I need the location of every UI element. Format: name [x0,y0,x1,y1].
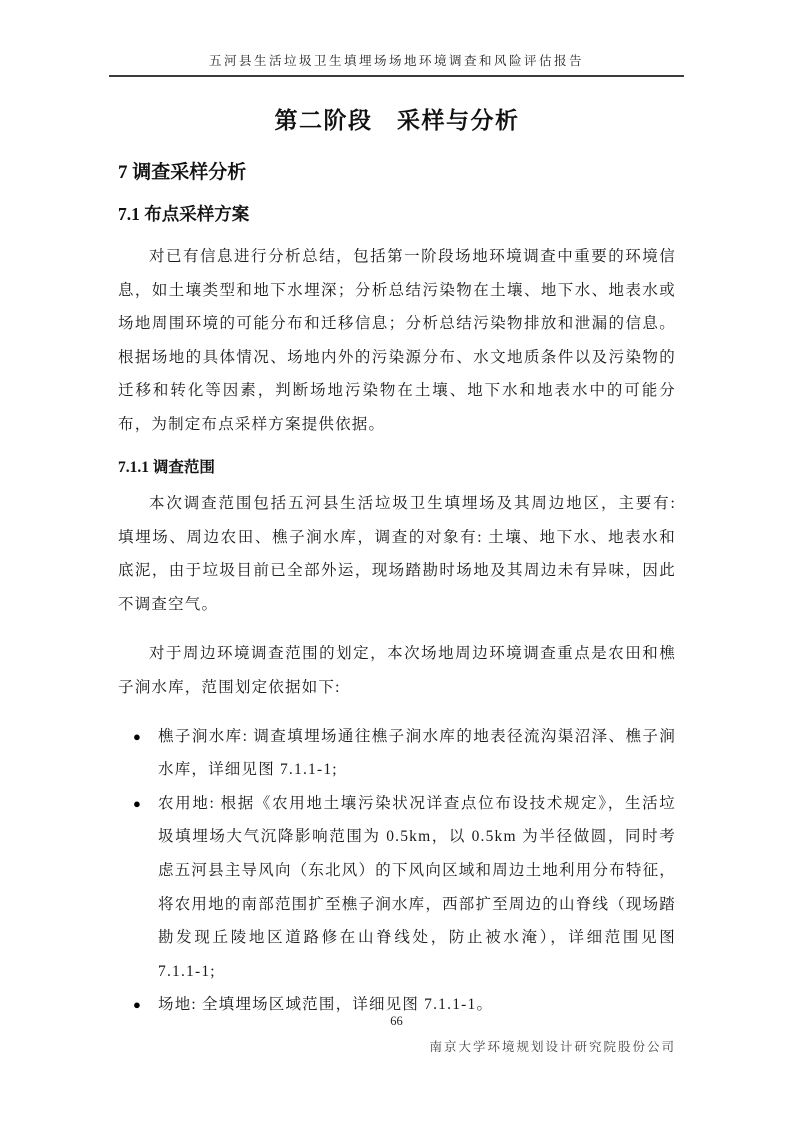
document-body [118,104,676,1022]
page-header [109,52,684,77]
bullet-text-reservoir: 樵子涧水库: 调查填埋场通往樵子涧水库的地表径流沟渠沼泽、樵子涧水库，详细见图 7.1.1-1; [158,727,676,779]
paragraph-analysis-summary: 对已有信息进行分析总结，包括第一阶段场地环境调查中重要的环境信息，如土壤类型和地下水埋深；分析总结污染物在土壤、地下水、地表水或场地周围环境的可能分布和迁移信息；分析总结污染物排放和泄漏的信息。根据场地的具体情况、场地内外的污染源分布、水文地质条件以及污染物的迁移和转化等因素，判断场地污染物在土壤、地下水和地表水中的可能分布，为制定布点采样方案提供依据。 [118,248,676,433]
bullet-icon: ● [133,728,141,744]
heading-chapter-7: 7 调查采样分析 [118,162,247,183]
header-rule [109,75,684,77]
paragraph-scope-delimitation: 对于周边环境调查范围的划定，本次场地周边环境调查重点是农田和樵子涧水库，范围划定依据如下: [118,644,676,696]
bullet-icon: ● [133,795,141,811]
scope-bullet-list [118,720,676,1022]
list-item [118,720,676,787]
bullet-text-farmland: 农用地: 根据《农用地土壤污染状况详查点位布设技术规定》，生活垃圾填埋场大气沉降影响范围为 0.5km，以 0.5km 为半径做圆，同时考虑五河县主导风向（东北风）的下风向区域和周边土地利用分布特征，将农用地的南部范围扩至樵子涧水库，西部扩至周边的山脊线（现场踏勘发现丘陵地区道路修在山脊线处，防止被水淹），详细范围见图 7.1.1-1; [158,794,676,980]
paragraph-survey-scope: 本次调查范围包括五河县生活垃圾卫生填埋场及其周边地区，主要有: 填埋场、周边农田、樵子涧水库，调查的对象有: 土壤、地下水、地表水和底泥，由于垃圾目前已全部外运，现场踏勘时场地及其周边未有异味，因此不调查空气。 [118,495,676,613]
section-title: 第二阶段 采样与分析 [274,108,520,133]
bullet-icon: ● [133,997,141,1013]
heading-section-7-1: 7.1 布点采样方案 [118,204,250,224]
list-item [118,787,676,989]
header-report-title: 五河县生活垃圾卫生填埋场场地环境调查和风险评估报告 [208,54,584,68]
heading-section-7-1-1: 7.1.1 调查范围 [118,459,215,477]
bullet-text-site: 场地: 全填埋场区域范围，详细见图 7.1.1-1。 [158,996,494,1014]
footer-page-number: 66 [390,1014,403,1028]
footer-company-name: 南京大学环境规划设计研究院股份公司 [429,1040,676,1054]
